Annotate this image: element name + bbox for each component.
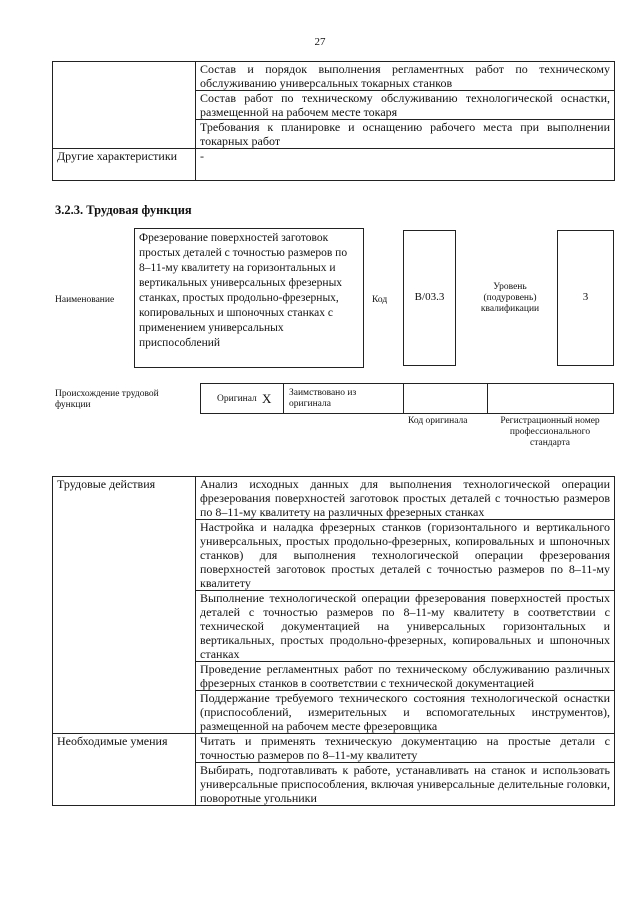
table-cell-text: Требования к планировке и оснащению рабочего места при выполнении токарных работ	[196, 120, 615, 149]
origin-label: Происхождение трудовой функции	[55, 389, 159, 410]
code-label: Код	[372, 295, 388, 305]
actions-label: Трудовые действия	[53, 477, 196, 734]
table-row	[53, 149, 615, 181]
table-row	[53, 62, 615, 91]
table-cell-label: Другие характеристики	[53, 149, 196, 181]
level-value-box: 3	[557, 230, 614, 366]
action-item: Выполнение технологической операции фрезерования поверхностей простых деталей с точностью размеров по 8–11-му квалитету в соответствии с технической документацией на универсальных горизонтальных и вертикальных, простых продольно-фрезерных, копировальных и шпоночных станках	[196, 591, 615, 662]
function-name-box: Фрезерование поверхностей заготовок простых деталей с точностью размеров по 8–11-му квалитету на горизонтальных и вертикальных универсальных фрезерных станках, простых продольно-фрезерных, копировальных и шпоночных станках с применением универсальных приспособлений	[134, 228, 364, 368]
table-cell-text: Состав работ по техническому обслуживанию технологической оснастки, размещенной на рабочем месте токаря	[196, 91, 615, 120]
action-item: Поддержание требуемого технического состояния технологической оснастки (приспособлений, измерительных и вспомогательных инструментов), размещенной на рабочем месте фрезеровщика	[196, 691, 615, 734]
skill-item: Выбирать, подготавливать к работе, устанавливать на станок и использовать универсальные приспособления, включая универсальные делительные головки, поворотные угольники	[196, 763, 615, 806]
skill-item: Читать и применять техническую документацию на простые детали с точностью размеров по 8–11-му квалитету	[196, 734, 615, 763]
section-title: 3.2.3. Трудовая функция	[55, 203, 192, 217]
skills-label: Необходимые умения	[53, 734, 196, 806]
code-value-box: B/03.3	[403, 230, 456, 366]
table-row	[53, 734, 615, 763]
origin-row	[200, 383, 614, 414]
top-table	[52, 61, 615, 181]
action-item: Проведение регламентных работ по техническому обслуживанию различных фрезерных станков в соответствии с технической документацией	[196, 662, 615, 691]
reg-number-label: Регистрационный номер профессионального стандарта	[500, 416, 600, 448]
name-label: Наименование	[55, 295, 115, 305]
main-table	[52, 476, 615, 806]
action-item: Настройка и наладка фрезерных станков (горизонтального и вертикального универсальных, простых продольно-фрезерных, копировальных и шпоночных станков) для выполнения технологической операции фрезерования поверхностей заготовок простых деталей с точностью размеров по 8–11-му квалитету	[196, 520, 615, 591]
page-number: 27	[314, 36, 326, 48]
table-cell-text: Состав и порядок выполнения регламентных работ по техническому обслуживанию универсальных токарных станков	[196, 62, 615, 91]
table-row	[53, 477, 615, 520]
level-label: Уровень (подуровень) квалификации	[480, 282, 540, 314]
original-label: Оригинал	[217, 394, 257, 404]
original-mark: X	[262, 391, 272, 406]
table-cell-label	[53, 62, 196, 149]
table-cell-text: -	[196, 149, 615, 181]
code-original-label: Код оригинала	[408, 416, 468, 426]
action-item: Анализ исходных данных для выполнения технологической операции фрезерования поверхностей заготовок простых деталей с точностью размеров по 8–11-му квалитету на различных фрезерных станках	[196, 477, 615, 520]
borrowed-label: Заимствовано из оригинала	[289, 388, 357, 409]
